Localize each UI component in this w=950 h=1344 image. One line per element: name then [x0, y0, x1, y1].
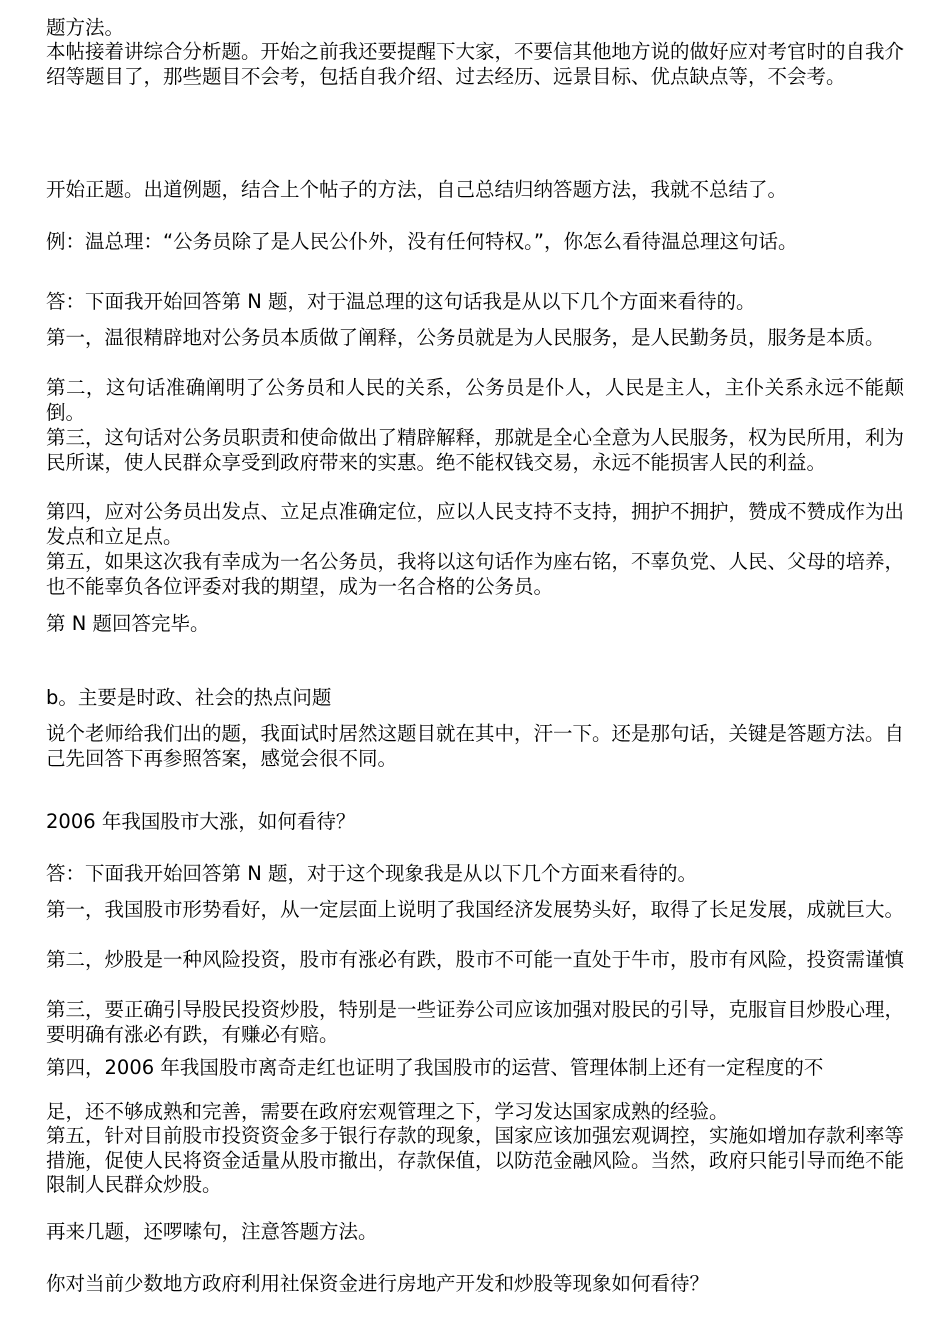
start-paragraph: 开始正题。出道例题，结合上个帖子的方法，自己总结归纳答题方法，我就不总结了。 — [46, 178, 788, 201]
stock-question: 2006 年我国股市大涨，如何看待？ — [46, 810, 356, 833]
social-security-question: 你对当前少数地方政府利用社保资金进行房地产开发和炒股等现象如何看待？ — [46, 1272, 710, 1295]
answer-intro-2: 答：下面我开始回答第 N 题，对于这个现象我是从以下几个方面来看待的。 — [46, 862, 697, 885]
example-question: 例：温总理：“公务员除了是人民公仆外，没有任何特权。”，你怎么看待温总理这句话。 — [46, 230, 798, 253]
answer-point-1: 第一，温很精辟地对公务员本质做了阐释，公务员就是为人民服务，是人民勤务员，服务是本质。 — [46, 326, 885, 349]
more-questions-note: 再来几题，还啰嗦句，注意答题方法。 — [46, 1220, 378, 1243]
stock-point-5: 第五，针对目前股市投资资金多于银行存款的现象，国家应该加强宏观调控，实施如增加存款利率等措施，促使人民将资金适量从股市撤出，存款保值，以防范金融风险。当然，政府只能引导而绝不能限制人民群众炒股。 — [46, 1124, 905, 1196]
stock-point-3: 第三，要正确引导股民投资炒股，特别是一些证券公司应该加强对股民的引导，克服盲目炒股心理，要明确有涨必有跌，有赚必有赔。 — [46, 998, 905, 1046]
answer-point-4: 第四，应对公务员出发点、立足点准确定位，应以人民支持不支持，拥护不拥护，赞成不赞成作为出发点和立足点。 — [46, 500, 905, 548]
stock-point-1: 第一，我国股市形势看好，从一定层面上说明了我国经济发展势头好，取得了长足发展，成就巨大。 — [46, 898, 905, 921]
section-b-heading: b。主要是时政、社会的热点问题 — [46, 686, 332, 709]
answer-end-1: 第 N 题回答完毕。 — [46, 612, 210, 635]
section-b-intro: 说个老师给我们出的题，我面试时居然这题目就在其中，汗一下。还是那句话，关键是答题方法。自己先回答下再参照答案，感觉会很不同。 — [46, 722, 905, 770]
answer-point-2: 第二，这句话准确阐明了公务员和人民的关系，公务员是仆人，人民是主人，主仆关系永远不能颠倒。 — [46, 376, 904, 424]
stock-point-2: 第二，炒股是一种风险投资，股市有涨必有跌，股市不可能一直处于牛市，股市有风险，投资需谨慎 — [46, 948, 905, 971]
intro-paragraph: 本帖接着讲综合分析题。开始之前我还要提醒下大家，不要信其他地方说的做好应对考官时的自我介绍等题目了，那些题目不会考，包括自我介绍、过去经历、远景目标、优点缺点等，不会考。 — [46, 40, 905, 88]
stock-point-4-line1: 第四，2006 年我国股市离奇走红也证明了我国股市的运营、管理体制上还有一定程度的不 — [46, 1056, 824, 1079]
intro-fragment: 题方法。 — [46, 16, 125, 39]
answer-point-5: 第五，如果这次我有幸成为一名公务员，我将以这句话作为座右铭，不辜负党、人民、父母的培养，也不能辜负各位评委对我的期望，成为一名合格的公务员。 — [46, 550, 905, 598]
answer-intro-1: 答：下面我开始回答第 N 题，对于温总理的这句话我是从以下几个方面来看待的。 — [46, 290, 756, 313]
answer-point-3: 第三，这句话对公务员职责和使命做出了精辟解释，那就是全心全意为人民服务，权为民所用，利为民所谋，使人民群众享受到政府带来的实惠。绝不能权钱交易，永远不能损害人民的利益。 — [46, 426, 905, 474]
stock-point-4-line2: 足，还不够成熟和完善，需要在政府宏观管理之下，学习发达国家成熟的经验。 — [46, 1100, 729, 1123]
